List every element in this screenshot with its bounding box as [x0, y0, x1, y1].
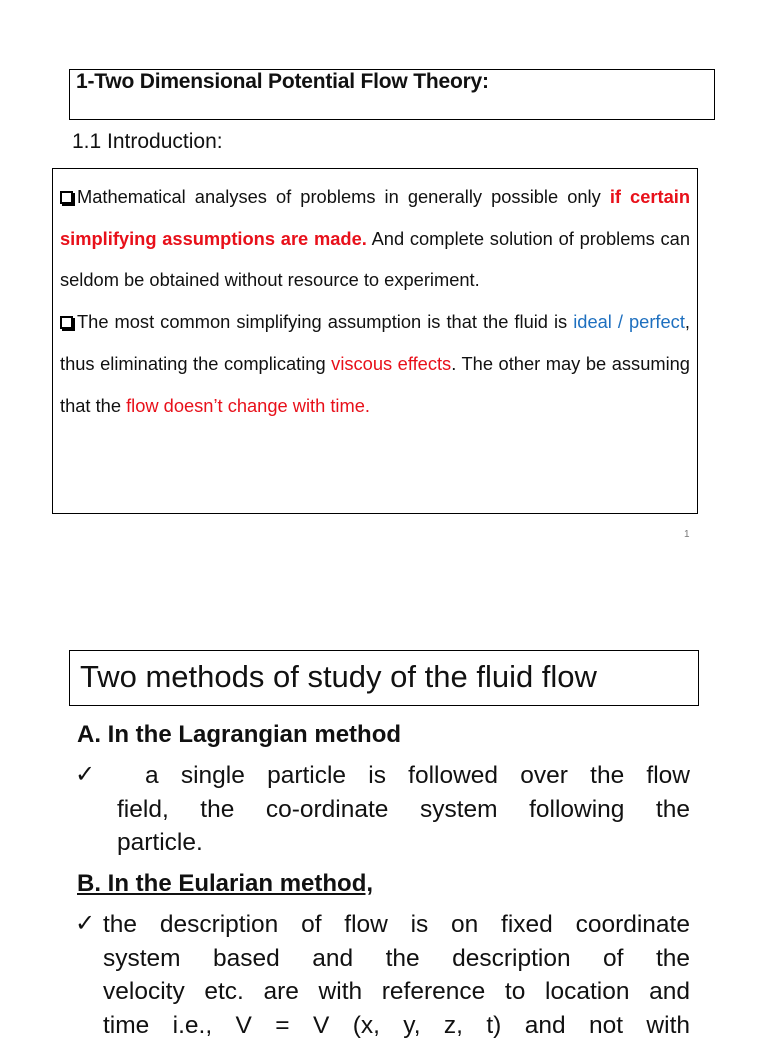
lagrangian-heading: A. In the Lagrangian method — [77, 721, 402, 748]
bullet2-red-term-1: viscous effects — [331, 352, 452, 374]
slide1-title-box — [69, 69, 715, 120]
checkmark-icon: ✓ — [75, 760, 96, 788]
eularian-line-4: time i.e., V = V (x, y, z, t) and not with — [103, 1012, 690, 1040]
bullet-paragraph-2 — [60, 301, 690, 426]
slide1-title: 1-Two Dimensional Potential Flow Theory: — [76, 70, 489, 93]
slide2-title: Two methods of study of the fluid flow — [80, 659, 597, 694]
page-number: 1 — [684, 529, 690, 540]
eularian-heading: B. In the Eularian method, — [77, 870, 374, 897]
bullet2-text-b: , thus eliminating the complicating — [60, 311, 690, 374]
lagrangian-line-3: particle. — [117, 829, 203, 857]
lagrangian-description — [117, 759, 690, 860]
bullet1-highlight: if certain simplifying assumptions are made. — [60, 186, 690, 249]
eularian-line-1: the description of flow is on fixed coordinate — [103, 911, 690, 938]
intro-text-box — [52, 168, 698, 514]
lagrangian-line-1: a single particle is followed over the flow — [145, 762, 690, 789]
bullet2-red-term-2: flow doesn’t change with time. — [126, 394, 370, 416]
eularian-line-3: velocity etc. are with reference to location and — [103, 978, 690, 1006]
eularian-line-2: system based and the description of the — [103, 944, 690, 972]
bullet2-text-a: The most common simplifying assumption is that the fluid is — [77, 311, 574, 333]
bullet-paragraph-1 — [60, 176, 690, 301]
bullet2-blue-term: ideal / perfect — [573, 311, 685, 333]
bullet2-text-c: . The other may be assuming that the — [60, 352, 690, 416]
square-bullet-icon — [60, 191, 73, 204]
bullet1-text-a: Mathematical analyses of problems in generally possible only — [77, 186, 610, 207]
checkmark-icon: ✓ — [75, 909, 96, 937]
bullet1-text-b: And complete solution of problems can seldom be obtained without resource to experiment. — [60, 227, 691, 291]
eularian-description — [103, 908, 690, 1043]
slide2-title-box — [69, 650, 699, 706]
intro-heading: 1.1 Introduction: — [72, 130, 223, 153]
square-bullet-icon — [60, 316, 73, 329]
lagrangian-line-2: field, the co-ordinate system following the — [117, 795, 690, 823]
